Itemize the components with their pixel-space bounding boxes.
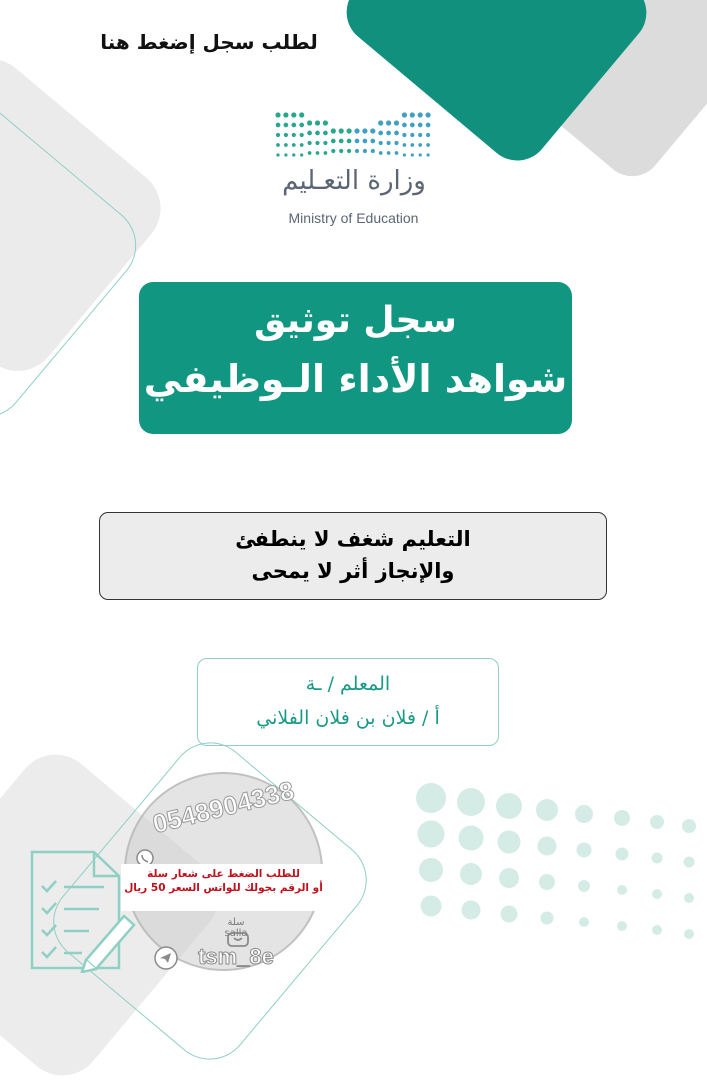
logo-dot xyxy=(332,139,337,144)
logo-dot xyxy=(387,131,392,136)
logo-dot xyxy=(411,123,416,128)
logo-dot xyxy=(403,112,408,117)
logo-dot xyxy=(277,153,280,156)
logo-dot xyxy=(412,153,415,156)
logo-dot xyxy=(277,133,281,137)
logo-dot xyxy=(300,123,305,128)
pattern-dot xyxy=(499,831,522,854)
logo-dot xyxy=(404,143,408,147)
logo-dot xyxy=(293,143,297,147)
logo-dot xyxy=(419,133,423,137)
logo-dot xyxy=(420,153,423,156)
pattern-dot xyxy=(653,889,663,899)
ministry-name-ar: وزارة التعـليم xyxy=(283,166,427,196)
motto-line-2: والإنجاز أثر لا يمحى xyxy=(252,559,456,583)
logo-dot xyxy=(317,151,321,155)
logo-dot xyxy=(427,112,432,117)
pattern-dot xyxy=(617,848,630,861)
logo-dot xyxy=(285,133,289,137)
pattern-dot xyxy=(685,893,695,903)
logo-dot xyxy=(340,149,344,153)
logo-dot xyxy=(379,131,384,136)
teacher-name: أ / فلان بن فلان الفلاني xyxy=(257,707,441,729)
pattern-dot xyxy=(463,901,482,920)
dot-pattern xyxy=(410,780,707,950)
logo-dot xyxy=(395,131,400,136)
logo-dot xyxy=(308,131,313,136)
logo-dot xyxy=(316,141,320,145)
logo-dot xyxy=(285,153,288,156)
logo-dot xyxy=(395,120,400,125)
logo-dot xyxy=(388,141,392,145)
logo-dot xyxy=(396,151,400,155)
logo-dot xyxy=(363,128,368,133)
pattern-dot xyxy=(422,896,443,917)
pattern-dot xyxy=(461,863,483,885)
pattern-dot xyxy=(685,929,695,939)
logo-dot xyxy=(419,112,424,117)
logo-dot xyxy=(428,153,431,156)
watermark-handle: tsm_8e xyxy=(199,944,275,969)
logo-dot xyxy=(371,128,376,133)
logo-dot xyxy=(355,128,360,133)
pattern-dot xyxy=(653,853,664,864)
logo-dot xyxy=(364,139,369,144)
logo-dot xyxy=(427,143,431,147)
pattern-dot xyxy=(580,917,590,927)
motto-box xyxy=(100,512,608,600)
logo-dot xyxy=(316,120,321,125)
logo-dot xyxy=(372,149,376,153)
pattern-dot xyxy=(579,880,591,892)
logo-dot xyxy=(277,123,282,128)
pattern-dot xyxy=(497,793,523,819)
watermark-phone: 0548904338 xyxy=(150,774,299,840)
logo-dot xyxy=(301,143,305,147)
pencil-icon xyxy=(83,916,135,972)
order-link[interactable]: لطلب سجل إضغط هنا xyxy=(101,30,319,54)
motto-line-1: التعليم شغف لا ينطفئ xyxy=(236,527,472,551)
logo-dot xyxy=(301,133,305,137)
pattern-dot xyxy=(420,858,444,882)
logo-dot xyxy=(325,151,329,155)
title-line-2: شواهد الأداء الـوظيفي xyxy=(144,357,569,401)
logo-dot xyxy=(332,149,336,153)
pattern-dot xyxy=(576,805,594,823)
logo-dot xyxy=(309,151,313,155)
logo-dot xyxy=(403,123,408,128)
ministry-logo-icon xyxy=(275,110,435,165)
logo-dot xyxy=(404,153,407,156)
logo-dot xyxy=(411,133,415,137)
logo-dot xyxy=(348,139,353,144)
pattern-dot xyxy=(653,925,663,935)
pattern-dot xyxy=(542,912,555,925)
teacher-box xyxy=(198,658,500,746)
logo-dot xyxy=(356,139,361,144)
logo-dot xyxy=(292,123,297,128)
watermark-banner-line-2: أو الرقم بجولك للواتس السعر 50 ريال xyxy=(125,882,324,894)
pattern-dot xyxy=(540,874,556,890)
logo-dot xyxy=(419,123,424,128)
logo-dot xyxy=(427,133,431,137)
watermark-banner[interactable] xyxy=(122,864,327,911)
pattern-dot xyxy=(537,799,559,821)
salla-label: سلة salla xyxy=(225,917,249,939)
logo-dot xyxy=(316,131,321,136)
pattern-dot xyxy=(500,868,520,888)
logo-dot xyxy=(388,151,392,155)
logo-dot xyxy=(285,123,290,128)
logo-dot xyxy=(395,141,399,145)
logo-dot xyxy=(411,143,415,147)
pattern-dot xyxy=(618,885,628,895)
pattern-dot xyxy=(460,826,485,851)
logo-dot xyxy=(285,143,289,147)
telegram-icon xyxy=(155,946,179,970)
logo-dot xyxy=(324,120,329,125)
logo-dot xyxy=(371,139,376,144)
logo-dot xyxy=(419,143,423,147)
pattern-dot xyxy=(419,821,446,848)
logo-dot xyxy=(427,123,432,128)
logo-dot xyxy=(380,151,384,155)
logo-dot xyxy=(292,112,297,117)
teacher-label: المعلم / ـة xyxy=(306,673,392,695)
logo-dot xyxy=(332,128,337,133)
pattern-dot xyxy=(685,857,696,868)
logo-dot xyxy=(340,139,345,144)
pattern-dot xyxy=(683,819,697,833)
pattern-dot xyxy=(417,783,447,813)
logo-dot xyxy=(387,120,392,125)
pattern-dot xyxy=(615,810,631,826)
pattern-dot xyxy=(651,815,665,829)
title-line-1: سجل توثيق xyxy=(255,300,458,341)
pattern-dot xyxy=(578,843,593,858)
logo-dot xyxy=(348,128,353,133)
logo-dot xyxy=(276,112,281,117)
logo-dot xyxy=(356,149,360,153)
pattern-dot xyxy=(502,906,519,923)
pattern-dot xyxy=(458,788,486,816)
logo-dot xyxy=(380,141,384,145)
logo-dot xyxy=(301,153,304,156)
logo-dot xyxy=(403,133,407,137)
logo-dot xyxy=(340,128,345,133)
logo-dot xyxy=(324,141,328,145)
logo-dot xyxy=(277,143,281,147)
logo-dot xyxy=(364,149,368,153)
logo-dot xyxy=(379,120,384,125)
pattern-dot xyxy=(618,921,628,931)
logo-dot xyxy=(293,133,297,137)
watermark-banner-line-1: للطلب الضغط على شعار سلة xyxy=(148,868,301,880)
logo-dot xyxy=(324,131,329,136)
ministry-name-en: Ministry of Education xyxy=(289,210,420,226)
logo-dot xyxy=(308,120,313,125)
logo-dot xyxy=(300,112,305,117)
logo-dot xyxy=(293,153,296,156)
watermark-stamp xyxy=(125,772,324,971)
logo-dot xyxy=(411,112,416,117)
pattern-dot xyxy=(539,837,558,856)
logo-dot xyxy=(309,141,313,145)
title-box xyxy=(140,282,573,434)
logo-dot xyxy=(284,112,289,117)
logo-dot xyxy=(348,149,352,153)
